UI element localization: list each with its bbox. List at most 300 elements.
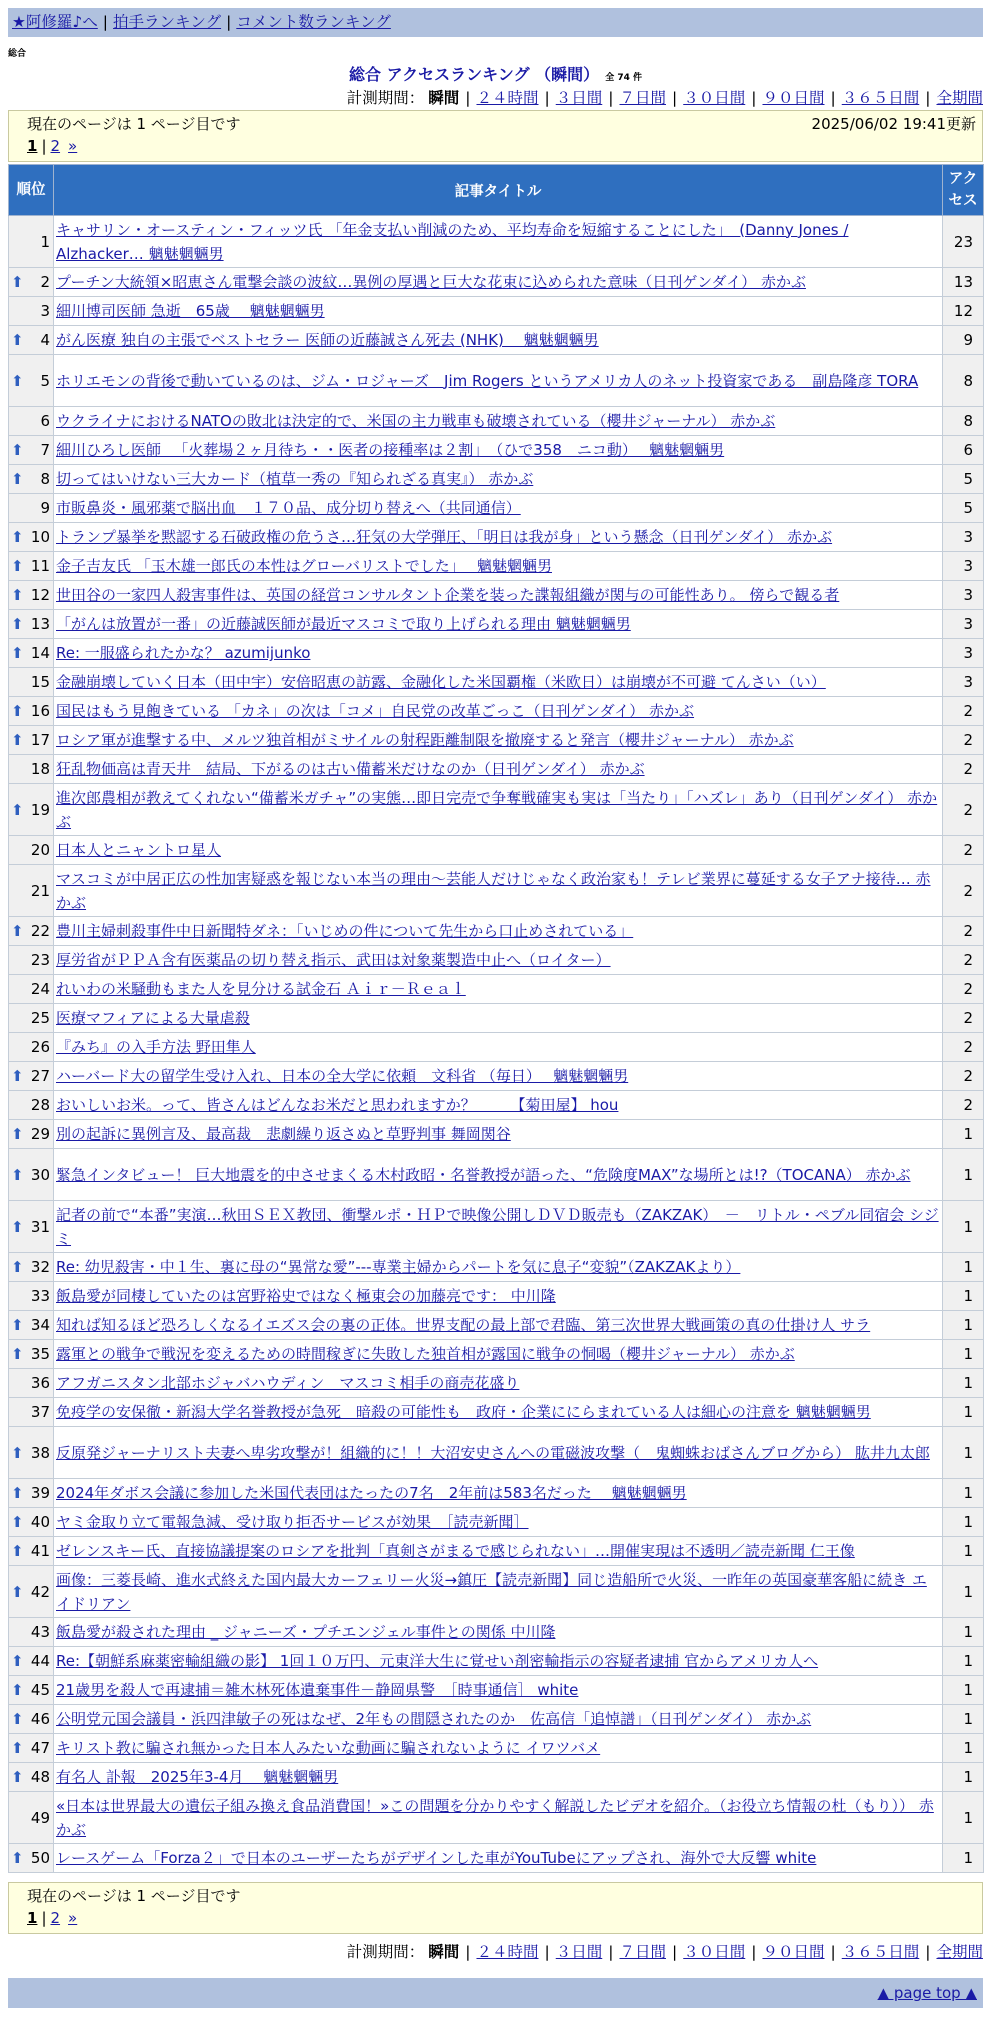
- period-selector-bottom: [347, 1940, 983, 1962]
- article-link[interactable]: Re:【朝鮮系麻薬密輸組織の影】 1回１０万円、元東洋大生に覚せい剤密輸指示の容疑者逮捕 官からアメリカ人へ: [56, 1652, 819, 1670]
- table-row: [9, 552, 984, 581]
- period-separator: |: [672, 1943, 678, 1961]
- up-arrow-icon: ⬆: [11, 1443, 24, 1462]
- table-row: [9, 268, 984, 297]
- access-count: 5: [943, 494, 984, 523]
- rank-cell: [9, 946, 54, 975]
- access-count: 2: [943, 1062, 984, 1091]
- access-count: 3: [943, 552, 984, 581]
- rank-cell: [9, 1618, 54, 1647]
- up-arrow-icon: ⬆: [11, 731, 24, 749]
- period-link-4[interactable]: ９０日間: [762, 1943, 825, 1961]
- rank-cell: [9, 975, 54, 1004]
- rank-cell: [9, 639, 54, 668]
- rank-number: 8: [40, 470, 50, 488]
- table-row: [9, 1033, 984, 1062]
- period-separator: |: [544, 89, 550, 107]
- table-row: [9, 494, 984, 523]
- rank-cell: [9, 755, 54, 784]
- up-arrow-icon: ⬆: [11, 615, 24, 633]
- top-nav-bar: [8, 8, 983, 37]
- title-cell: [54, 1734, 943, 1763]
- article-link[interactable]: れいわの米騒動もまた人を見分ける試金石 Ａｉｒ－Ｒｅａｌ: [56, 980, 466, 998]
- up-arrow-icon: ⬆: [11, 557, 24, 575]
- rank-cell: [9, 1282, 54, 1311]
- rank-number: 47: [30, 1739, 50, 1757]
- period-link-0[interactable]: ２４時間: [476, 1943, 539, 1961]
- comment-ranking-link[interactable]: コメント数ランキング: [236, 13, 391, 31]
- article-link[interactable]: 厚労省がＰＰＡ含有医薬品の切り替え指示、武田は対象薬製造中止へ（ロイター）: [56, 951, 611, 969]
- table-row: [9, 1734, 984, 1763]
- article-link[interactable]: ゼレンスキー氏、直接協議提案のロシアを批判「真剣さがまるで感じられない」…開催実現は不透明／読売新聞 仁王像: [56, 1542, 855, 1560]
- article-link[interactable]: トランプ暴挙を黙認する石破政権の危うさ…狂気の大学弾圧、「明日は我が身」という懸念（日刊ゲンダイ） 赤かぶ: [56, 528, 833, 546]
- rank-cell: [9, 836, 54, 865]
- title-cell: [54, 581, 943, 610]
- table-row: [9, 1763, 984, 1792]
- article-link[interactable]: 金子吉友氏 「玉木雄一郎氏の本性はグローバリストでした」 魑魅魍魎男: [56, 557, 552, 575]
- rank-number: 35: [30, 1345, 50, 1363]
- access-count: 1: [943, 1508, 984, 1537]
- rank-number: 12: [30, 586, 50, 604]
- period-link-6[interactable]: 全期間: [936, 89, 983, 107]
- nav-separator: |: [226, 13, 232, 31]
- title-cell: [54, 726, 943, 755]
- rank-number: 41: [30, 1542, 50, 1560]
- article-link[interactable]: キリスト教に騙され無かった日本人みたいな動画に騙されないように イワツバメ: [56, 1739, 601, 1757]
- article-link[interactable]: 露軍との戦争で戦況を変えるための時間稼ぎに失敗した独首相が露国に戦争の恫喝（櫻井ジャーナル） 赤かぶ: [56, 1345, 795, 1363]
- title-cell: [54, 1763, 943, 1792]
- rank-number: 3: [40, 302, 50, 320]
- rank-number: 45: [30, 1681, 50, 1699]
- up-arrow-icon: ⬆: [11, 1768, 24, 1786]
- table-row: [9, 975, 984, 1004]
- rank-cell: [9, 1705, 54, 1734]
- page-2-link[interactable]: 2: [50, 1909, 61, 1927]
- table-row: [9, 1149, 984, 1201]
- table-row: [9, 1062, 984, 1091]
- title-cell: [54, 523, 943, 552]
- rank-number: 42: [30, 1582, 50, 1601]
- table-row: [9, 1427, 984, 1479]
- table-row: [9, 1004, 984, 1033]
- up-arrow-icon: ⬆: [11, 470, 24, 488]
- rank-column-header: 順位: [9, 165, 54, 216]
- rank-cell: [9, 1120, 54, 1149]
- access-count: 8: [943, 355, 984, 407]
- table-row: [9, 1282, 984, 1311]
- title-cell: [54, 1120, 943, 1149]
- article-link[interactable]: 知れば知るほど恐ろしくなるイエズス会の裏の正体。世界支配の最上部で君臨、第三次世界大戦画策の真の仕掛け人 サラ: [56, 1316, 871, 1334]
- up-arrow-icon: ⬆: [11, 528, 24, 546]
- rank-number: 9: [40, 499, 50, 517]
- article-link[interactable]: 別の起訴に異例言及、最高裁 悲劇繰り返さぬと草野判事 舞岡関谷: [56, 1125, 511, 1143]
- title-cell: [54, 1398, 943, 1427]
- access-count: 23: [943, 216, 984, 268]
- page-title: 総合 アクセスランキング （瞬間）: [349, 65, 600, 84]
- article-link[interactable]: 記者の前で“本番”実演…秋田ＳＥＸ教団、衝撃ルポ・ＨＰで映像公開しＤＶＤ販売も（ZAKZAK） － リトル・ペブル同宿会 シジミ: [56, 1205, 939, 1248]
- access-count: 1: [943, 1149, 984, 1201]
- rank-cell: [9, 1253, 54, 1282]
- current-page-text: 現在のページは 1 ページ目です: [27, 1887, 241, 1905]
- article-link[interactable]: 緊急インタビュー！ 巨大地震を的中させまくる木村政昭・名誉教授が語った、“危険度MAX”な場所とは!?（TOCANA） 赤かぶ: [56, 1165, 911, 1184]
- rank-number: 4: [40, 331, 50, 349]
- article-link[interactable]: ハーバード大の留学生受け入れ、日本の全大学に依頼 文科省 （毎日） 魑魅魍魎男: [56, 1067, 629, 1085]
- current-page-text: 現在のページは 1 ページ目です: [27, 115, 241, 133]
- period-separator: |: [830, 89, 836, 107]
- rank-cell: [9, 1508, 54, 1537]
- period-separator: |: [751, 89, 757, 107]
- article-link[interactable]: «日本は世界最大の遺伝子組み換え食品消費国！»この問題を分かりやすく解説したビデオを紹介。（お役立ち情報の杜（もり）） 赤かぶ: [56, 1796, 934, 1839]
- clap-ranking-link[interactable]: 拍手ランキング: [113, 13, 222, 31]
- up-arrow-icon: ⬆: [11, 1849, 24, 1867]
- table-row: [9, 865, 984, 917]
- title-cell: [54, 755, 943, 784]
- period-link-2[interactable]: ７日間: [619, 1943, 666, 1961]
- rank-number: 1: [40, 232, 50, 251]
- table-row: [9, 836, 984, 865]
- up-arrow-icon: ⬆: [11, 644, 24, 662]
- title-cell: [54, 1537, 943, 1566]
- table-row: [9, 755, 984, 784]
- table-row: [9, 1705, 984, 1734]
- title-cell: [54, 697, 943, 726]
- article-link[interactable]: キャサリン・オースティン・フィッツ氏 「年金支払い削減のため、平均寿命を短縮することにした」 (Danny Jones / Alzhacker… 魑魅魍魎男: [56, 220, 849, 263]
- article-link[interactable]: 画像：三菱長崎、進水式終えた国内最大カーフェリー火災→鎮圧【読売新聞】同じ造船所で火災、一昨年の英国豪華客船に続き エイドリアン: [56, 1570, 927, 1613]
- rank-number: 49: [30, 1808, 50, 1827]
- article-link[interactable]: 切ってはいけない三大カード（植草一秀の『知られざる真実』） 赤かぶ: [56, 470, 534, 488]
- rank-cell: [9, 1201, 54, 1253]
- rank-cell: [9, 216, 54, 268]
- article-link[interactable]: プーチン大統領×昭恵さん電撃会談の波紋…異例の厚遇と巨大な花束に込められた意味（日刊ゲンダイ） 赤かぶ: [56, 273, 806, 291]
- title-cell: [54, 836, 943, 865]
- table-row: [9, 610, 984, 639]
- article-link[interactable]: 「がんは放置が一番」の近藤誠医師が最近マスコミで取り上げられる理由 魑魅魍魎男: [56, 615, 631, 633]
- access-count: 6: [943, 436, 984, 465]
- rank-number: 23: [30, 951, 50, 969]
- table-row: [9, 1398, 984, 1427]
- article-link[interactable]: 医療マフィアによる大量虐殺: [56, 1009, 250, 1027]
- access-count: 2: [943, 1091, 984, 1120]
- title-cell: [54, 1676, 943, 1705]
- table-row: [9, 639, 984, 668]
- rank-cell: [9, 326, 54, 355]
- access-count: 3: [943, 639, 984, 668]
- article-link[interactable]: ウクライナにおけるNATOの敗北は決定的で、米国の主力戦車も破壊されている（櫻井ジャーナル） 赤かぶ: [56, 412, 776, 430]
- rank-cell: [9, 1537, 54, 1566]
- table-row: [9, 697, 984, 726]
- article-link[interactable]: Re: 一服盛られたかな？ azumijunko: [56, 644, 311, 662]
- rank-cell: [9, 668, 54, 697]
- title-cell: [54, 1647, 943, 1676]
- period-link-3[interactable]: ３０日間: [683, 89, 746, 107]
- title-cell: [54, 326, 943, 355]
- title-cell: [54, 865, 943, 917]
- up-arrow-icon: ⬆: [11, 1582, 24, 1601]
- rank-number: 26: [30, 1038, 50, 1056]
- rank-cell: [9, 1369, 54, 1398]
- article-link[interactable]: 豊川主婦刺殺事件中日新聞特ダネ：「いじめの件について先生から口止めされている」: [56, 922, 634, 940]
- article-link[interactable]: ホリエモンの背後で動いているのは、ジム・ロジャーズ Jim Rogers というアメリカ人のネット投資家である 副島隆彦 TORA: [56, 371, 919, 390]
- period-label: 計測期間：: [346, 1943, 425, 1961]
- up-arrow-icon: ⬆: [11, 1125, 24, 1143]
- table-row: [9, 1120, 984, 1149]
- rank-cell: [9, 407, 54, 436]
- total-count: 全 74 件: [605, 73, 642, 83]
- article-link[interactable]: 有名人 訃報 2025年3-4月 魑魅魍魎男: [56, 1768, 339, 1786]
- title-cell: [54, 975, 943, 1004]
- rank-number: 48: [30, 1768, 50, 1786]
- title-cell: [54, 494, 943, 523]
- rank-cell: [9, 1792, 54, 1844]
- up-arrow-icon: ⬆: [11, 1345, 24, 1363]
- article-link[interactable]: 狂乱物価高は青天井 結局、下がるのは古い備蓄米だけなのか（日刊ゲンダイ） 赤かぶ: [56, 760, 645, 778]
- article-link[interactable]: 金融崩壊していく日本（田中宇）安倍昭恵の訪露、金融化した米国覇権（米欧日）は崩壊が不可避 てんさい（い）: [56, 673, 826, 691]
- title-cell: [54, 1062, 943, 1091]
- access-count: 12: [943, 297, 984, 326]
- rank-cell: [9, 1033, 54, 1062]
- table-row: [9, 523, 984, 552]
- rank-number: 29: [30, 1125, 50, 1143]
- page-2-link[interactable]: 2: [50, 137, 61, 155]
- access-count: 13: [943, 268, 984, 297]
- article-link[interactable]: 市販鼻炎・風邪薬で脳出血 １７０品、成分切り替えへ（共同通信）: [56, 499, 521, 517]
- table-row: [9, 1091, 984, 1120]
- article-link[interactable]: 『みち』の入手方法 野田隼人: [56, 1038, 256, 1056]
- period-link-6[interactable]: 全期間: [936, 1943, 983, 1961]
- title-cell: [54, 216, 943, 268]
- article-link[interactable]: 2024年ダボス会議に参加した米国代表団はたったの7名 2年前は583名だった 魑魅魍魎男: [56, 1484, 687, 1502]
- access-count: 2: [943, 726, 984, 755]
- period-link-0[interactable]: ２４時間: [476, 89, 539, 107]
- rank-cell: [9, 865, 54, 917]
- article-link[interactable]: マスコミが中居正広の性加害疑惑を報じない本当の理由〜芸能人だけじゃなく政治家も！テレビ業界に蔓延する女子アナ接待… 赤かぶ: [56, 869, 931, 912]
- up-arrow-icon: ⬆: [11, 1217, 24, 1236]
- pagination: 1 | 2 »: [27, 137, 78, 155]
- title-cell: [54, 1618, 943, 1647]
- access-column-header: アクセス: [943, 165, 984, 216]
- page-1-current: 1: [27, 137, 38, 155]
- rank-number: 19: [30, 800, 50, 819]
- updated-timestamp: 2025/06/02 19:41更新: [811, 115, 976, 133]
- table-row: [9, 1647, 984, 1676]
- rank-number: 27: [30, 1067, 50, 1085]
- page-top-link[interactable]: ▲ page top ▲: [877, 1984, 977, 2002]
- article-link[interactable]: 細川博司医師 急逝 65歳 魑魅魍魎男: [56, 302, 325, 320]
- rank-number: 16: [30, 702, 50, 720]
- article-link[interactable]: 反原発ジャーナリスト夫妻へ卑劣攻撃が！組織的に！！大沼安史さんへの電磁波攻撃（ 鬼蜘蛛おばさんブログから） 肱井九太郎: [56, 1443, 930, 1462]
- title-cell: [54, 1508, 943, 1537]
- access-count: 2: [943, 1033, 984, 1062]
- rank-cell: [9, 523, 54, 552]
- page-1-current: 1: [27, 1909, 38, 1927]
- table-header-row: [9, 165, 984, 216]
- article-link[interactable]: ヤミ金取り立て電報急減、受け取り拒否サービスが効果 ［読売新聞］: [56, 1513, 529, 1531]
- rank-cell: [9, 1311, 54, 1340]
- rank-number: 30: [30, 1165, 50, 1184]
- access-count: 1: [943, 1647, 984, 1676]
- rank-cell: [9, 268, 54, 297]
- up-arrow-icon: ⬆: [11, 1316, 24, 1334]
- rank-cell: [9, 436, 54, 465]
- title-cell: [54, 946, 943, 975]
- title-cell: [54, 1844, 943, 1873]
- title-cell: [54, 1253, 943, 1282]
- up-arrow-icon: ⬆: [11, 1513, 24, 1531]
- access-count: 2: [943, 865, 984, 917]
- title-cell: [54, 668, 943, 697]
- rank-cell: [9, 784, 54, 836]
- title-cell: [54, 1427, 943, 1479]
- rank-number: 24: [30, 980, 50, 998]
- table-row: [9, 1844, 984, 1873]
- rank-number: 40: [30, 1513, 50, 1531]
- title-cell: [54, 610, 943, 639]
- table-row: [9, 1201, 984, 1253]
- access-count: 1: [943, 1676, 984, 1705]
- access-count: 2: [943, 836, 984, 865]
- rank-cell: [9, 355, 54, 407]
- rank-number: 2: [40, 273, 50, 291]
- rank-cell: [9, 1479, 54, 1508]
- period-link-5[interactable]: ３６５日間: [841, 89, 920, 107]
- period-link-1[interactable]: ３日間: [555, 1943, 603, 1961]
- rank-number: 20: [30, 841, 50, 859]
- article-link[interactable]: おいしいお米。って、皆さんはどんなお米だと思われますか？ 【菊田屋】 hou: [56, 1096, 619, 1114]
- title-cell: [54, 1566, 943, 1618]
- table-row: [9, 1566, 984, 1618]
- access-count: 2: [943, 784, 984, 836]
- up-arrow-icon: ⬆: [11, 1652, 24, 1670]
- table-row: [9, 1311, 984, 1340]
- next-page-link[interactable]: »: [68, 137, 78, 155]
- period-separator: |: [465, 1943, 471, 1961]
- access-count: 1: [943, 1792, 984, 1844]
- rank-cell: [9, 1844, 54, 1873]
- period-separator: |: [925, 1943, 931, 1961]
- period-current: 瞬間: [428, 1943, 460, 1961]
- access-count: 2: [943, 697, 984, 726]
- table-row: [9, 581, 984, 610]
- article-link[interactable]: がん医療 独自の主張でベストセラー 医師の近藤誠さん死去 (NHK) 魑魅魍魎男: [56, 331, 599, 349]
- table-row: [9, 1792, 984, 1844]
- access-count: 1: [943, 1618, 984, 1647]
- title-cell: [54, 1201, 943, 1253]
- ranking-table: [8, 164, 984, 1873]
- period-separator: |: [925, 89, 931, 107]
- rank-cell: [9, 1149, 54, 1201]
- access-count: 1: [943, 1844, 984, 1873]
- table-row: [9, 465, 984, 494]
- article-link[interactable]: 進次郎農相が教えてくれない“備蓄米ガチャ”の実態…即日完売で争奪戦確実も実は「当たり」「ハズレ」あり（日刊ゲンダイ） 赤かぶ: [56, 788, 938, 831]
- table-row: [9, 407, 984, 436]
- title-cell: [54, 465, 943, 494]
- access-count: 1: [943, 1253, 984, 1282]
- footer-bar: [8, 1978, 983, 2008]
- access-count: 2: [943, 755, 984, 784]
- period-link-1[interactable]: ３日間: [555, 89, 603, 107]
- table-row: [9, 326, 984, 355]
- title-cell: [54, 1479, 943, 1508]
- rank-number: 36: [30, 1374, 50, 1392]
- title-cell: [54, 1792, 943, 1844]
- rank-number: 10: [30, 528, 50, 546]
- article-link[interactable]: 21歳男を殺人で再逮捕＝雑木林死体遺棄事件－静岡県警 ［時事通信］ white: [56, 1681, 579, 1699]
- access-count: 2: [943, 946, 984, 975]
- article-link[interactable]: ロシア軍が進撃する中、メルツ独首相がミサイルの射程距離制限を撤廃すると発言（櫻井ジャーナル） 赤かぶ: [56, 731, 794, 749]
- article-link[interactable]: 免疫学の安保徹・新潟大学名誉教授が急死 暗殺の可能性も 政府・企業ににらまれている人は細心の注意を 魑魅魍魎男: [56, 1403, 871, 1421]
- article-link[interactable]: 世田谷の一家四人殺害事件は、英国の経営コンサルタント企業を装った諜報組織が関与の可能性あり。 傍らで観る者: [56, 586, 840, 604]
- rank-number: 37: [30, 1403, 50, 1421]
- access-count: 3: [943, 581, 984, 610]
- pagination: 1 | 2 »: [27, 1909, 78, 1927]
- article-link[interactable]: 日本人とニャントロ星人: [56, 841, 222, 859]
- table-row: [9, 1537, 984, 1566]
- table-row: [9, 668, 984, 697]
- table-row: [9, 917, 984, 946]
- home-link[interactable]: ★阿修羅♪へ: [12, 13, 98, 31]
- title-cell: [54, 355, 943, 407]
- article-link[interactable]: 飯島愛が同棲していたのは宮野裕史ではなく極東会の加藤亮です： 中川隆: [56, 1287, 556, 1305]
- title-cell: [54, 784, 943, 836]
- period-separator: |: [751, 1943, 757, 1961]
- access-count: 1: [943, 1311, 984, 1340]
- access-count: 1: [943, 1398, 984, 1427]
- next-page-link[interactable]: »: [68, 1909, 78, 1927]
- title-column-header: 記事タイトル: [54, 165, 943, 216]
- article-link[interactable]: 細川ひろし医師 「火葬場２ヶ月待ち・・医者の接種率は２割」 （ひで358 ニコ動） 魑魅魍魎男: [56, 441, 725, 459]
- rank-number: 21: [30, 881, 50, 900]
- period-link-5[interactable]: ３６５日間: [841, 1943, 920, 1961]
- category-label: 総合: [8, 49, 27, 59]
- access-count: 1: [943, 1479, 984, 1508]
- rank-number: 38: [30, 1443, 50, 1462]
- article-link[interactable]: 公明党元国会議員・浜四津敏子の死はなぜ、2年もの間隠されたのか 佐高信「追悼譜」（日刊ゲンダイ） 赤かぶ: [56, 1710, 812, 1728]
- rank-number: 44: [30, 1652, 50, 1670]
- rank-cell: [9, 1004, 54, 1033]
- period-link-4[interactable]: ９０日間: [762, 89, 825, 107]
- article-link[interactable]: レースゲーム「Forza２」で日本のユーザーたちがデザインした車がYouTubeにアップされ、海外で大反響 white: [56, 1849, 817, 1867]
- rank-cell: [9, 297, 54, 326]
- access-count: 1: [943, 1734, 984, 1763]
- access-count: 1: [943, 1566, 984, 1618]
- access-count: 1: [943, 1427, 984, 1479]
- article-link[interactable]: 飯島愛が殺された理由 _ ジャニーズ・プチエンジェル事件との関係 中川隆: [56, 1623, 556, 1641]
- rank-cell: [9, 465, 54, 494]
- title-cell: [54, 917, 943, 946]
- rank-number: 11: [30, 557, 50, 575]
- period-selector-top: [347, 86, 983, 108]
- up-arrow-icon: ⬆: [11, 1681, 24, 1699]
- rank-number: 46: [30, 1710, 50, 1728]
- rank-cell: [9, 494, 54, 523]
- period-separator: |: [672, 89, 678, 107]
- access-count: 8: [943, 407, 984, 436]
- title-cell: [54, 297, 943, 326]
- rank-cell: [9, 1427, 54, 1479]
- period-link-3[interactable]: ３０日間: [683, 1943, 746, 1961]
- period-separator: |: [544, 1943, 550, 1961]
- article-link[interactable]: Re: 幼児殺害・中１生、裏に母の“異常な愛”---専業主婦からパートを気に息子“変貌”（ZAKZAKより）: [56, 1258, 741, 1276]
- period-current: 瞬間: [428, 89, 460, 107]
- up-arrow-icon: ⬆: [11, 800, 24, 819]
- article-link[interactable]: 国民はもう見飽きている 「カネ」の次は「コメ」自民党の改革ごっこ（日刊ゲンダイ） 赤かぶ: [56, 702, 695, 720]
- period-link-2[interactable]: ７日間: [619, 89, 666, 107]
- access-count: 2: [943, 1004, 984, 1033]
- rank-cell: [9, 610, 54, 639]
- access-count: 9: [943, 326, 984, 355]
- title-cell: [54, 1004, 943, 1033]
- article-link[interactable]: アフガニスタン北部ホジャバハウディン マスコミ相手の商売花盛り: [56, 1374, 520, 1392]
